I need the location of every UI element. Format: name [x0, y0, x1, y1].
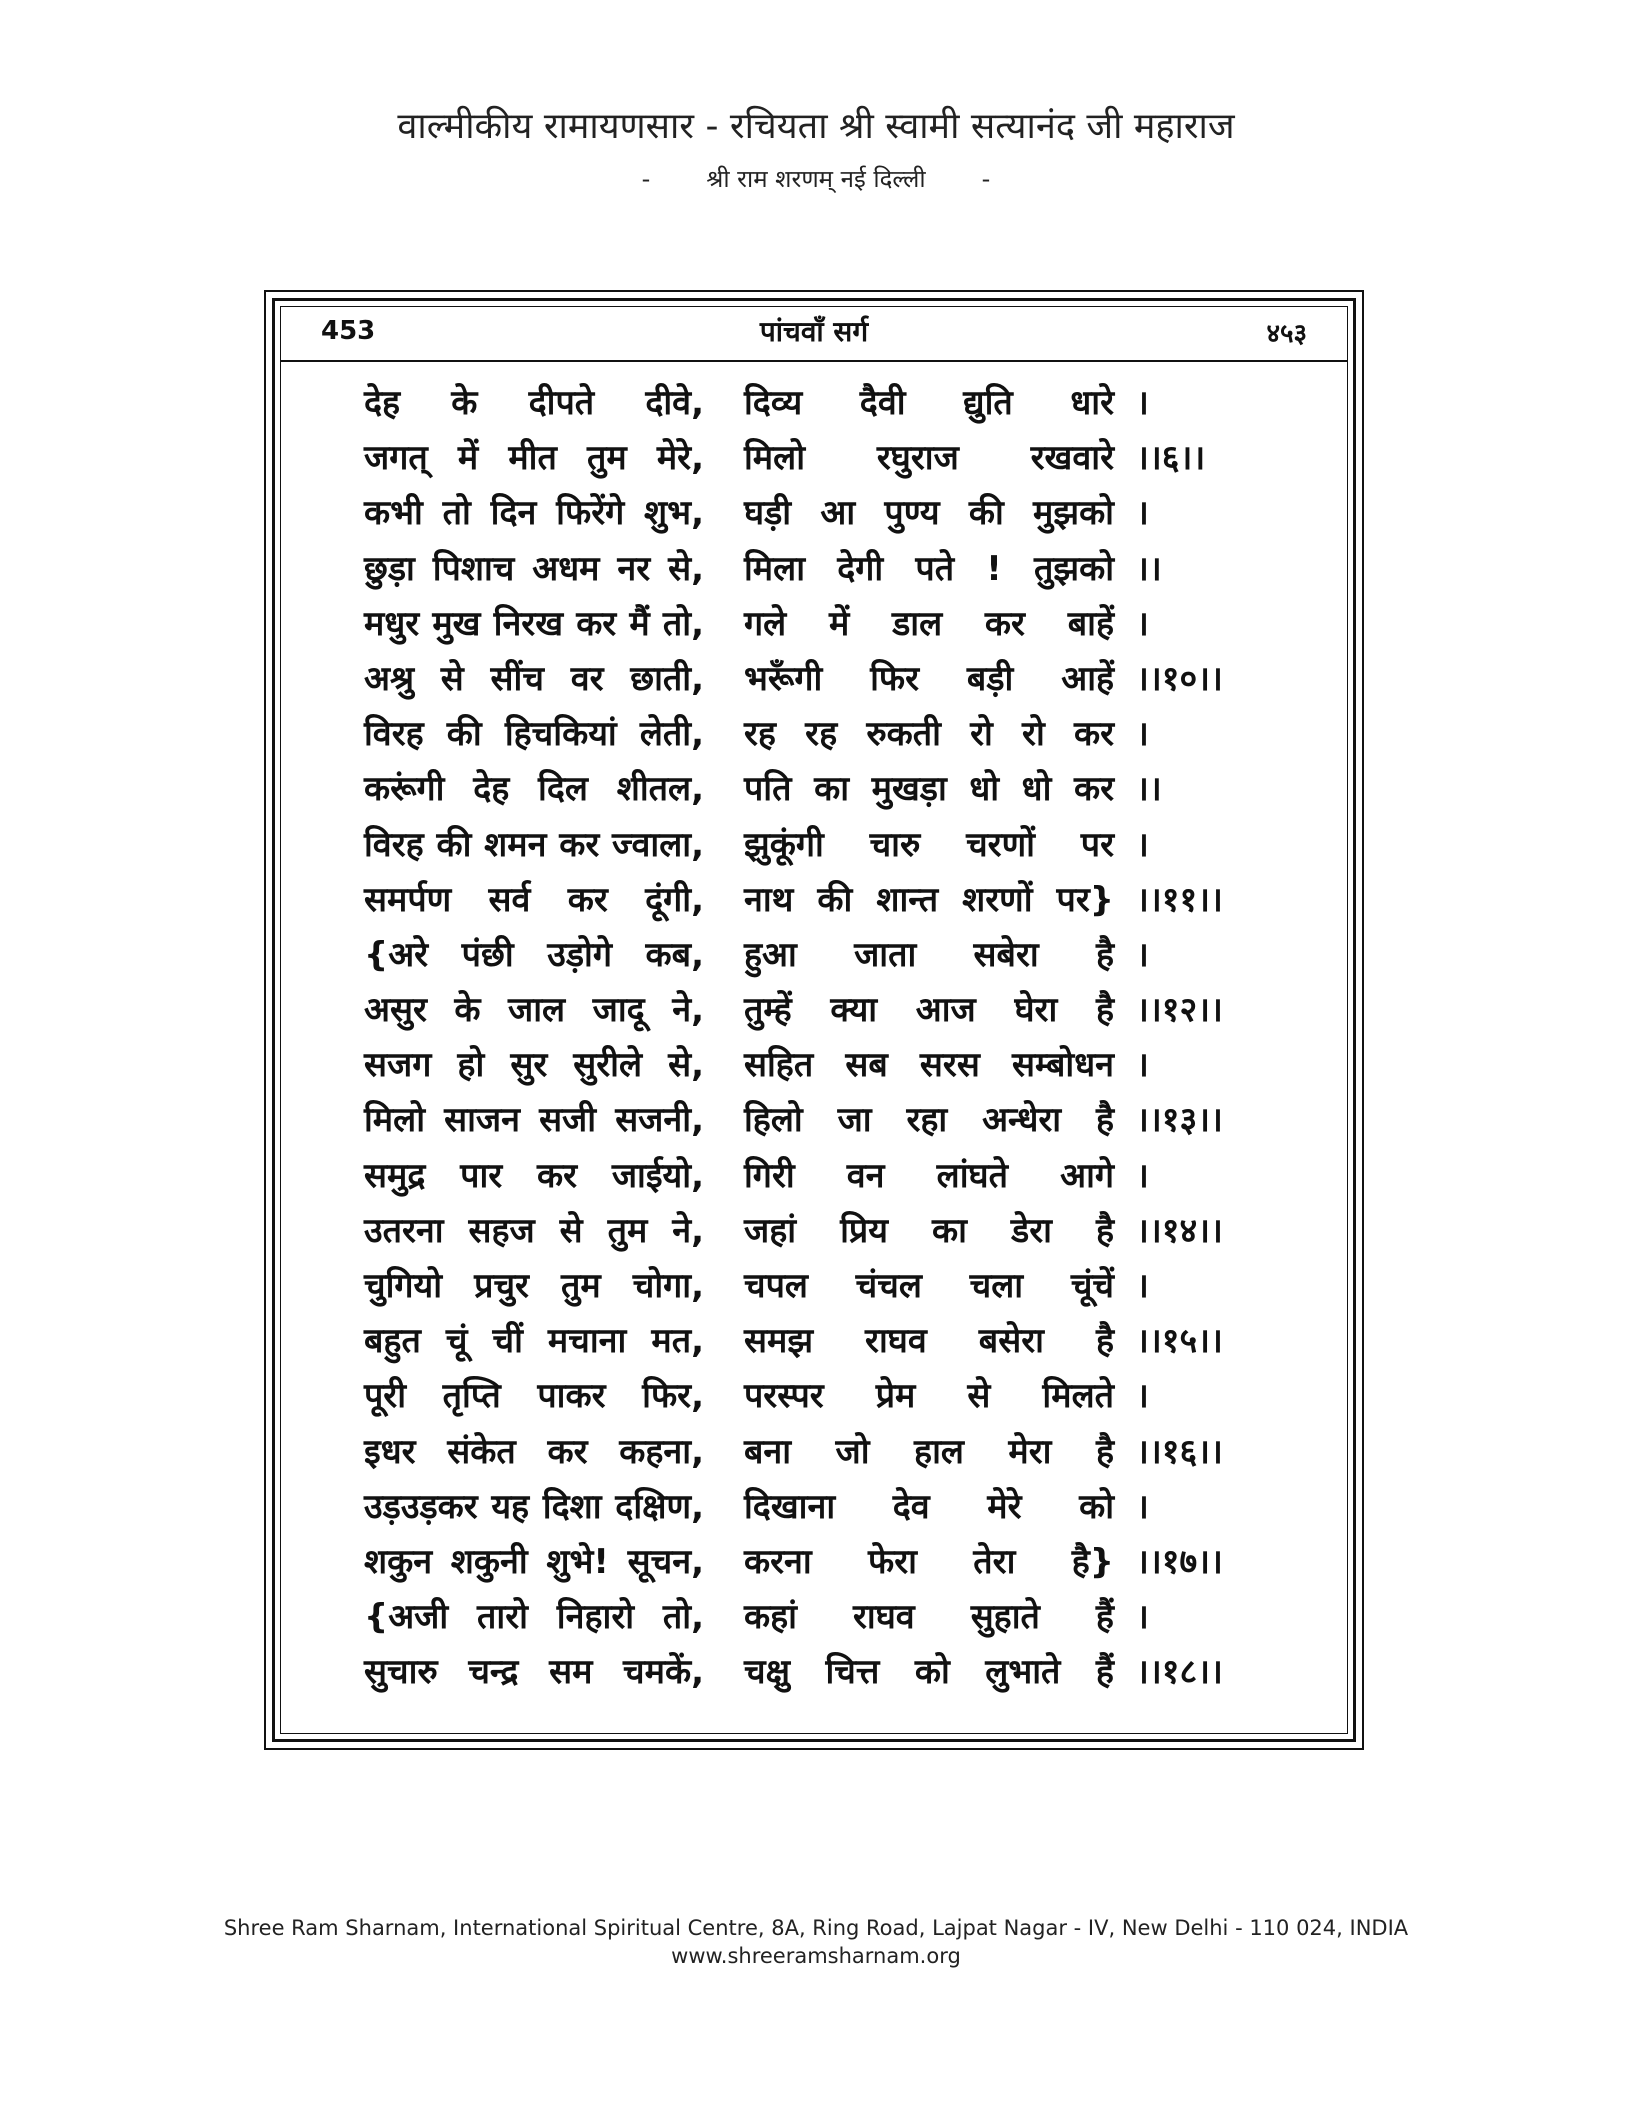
verse-line [364, 648, 1324, 703]
verse-first-half: जगत् में मीत तुम मेरे, [364, 438, 704, 479]
verse-line [364, 869, 1324, 924]
verse-marker: ।।१३।। [1136, 1100, 1223, 1141]
verse-first-half: उतरना सहज से तुम ने, [364, 1210, 704, 1251]
verse-first-half: विरह की शमन कर ज्वाला, [364, 824, 704, 865]
verse-first-half: कभी तो दिन फिरेंगे शुभ, [364, 493, 704, 534]
verse-marker: ।।१०।। [1136, 658, 1223, 699]
verse-line [364, 1200, 1324, 1255]
verse-first-half: चुगियो प्रचुर तुम चोगा, [364, 1266, 704, 1306]
verse-second-half: पति का मुखड़ा धो धो कर [744, 769, 1114, 810]
verse-first-half: असुर के जाल जादू ने, [364, 990, 704, 1031]
verse-marker: । [1136, 1045, 1149, 1086]
verse-line [364, 1255, 1324, 1310]
page-number-devanagari: ४५३ [1266, 319, 1307, 349]
verse-marker: । [1136, 603, 1149, 644]
verse-line [364, 538, 1324, 593]
verse-first-half: सजग हो सुर सुरीले से, [364, 1045, 704, 1086]
verse-first-half: पूरी तृप्ति पाकर फिर, [364, 1376, 704, 1417]
page-number-latin: 453 [321, 316, 376, 346]
verse-line [364, 1641, 1324, 1696]
verse-first-half: मधुर मुख निरख कर मैं तो, [364, 603, 704, 644]
verse-second-half: मिला देगी पते ! तुझको [744, 548, 1114, 589]
document-title: वाल्मीकीय रामायणसार - रचियता श्री स्वामी सत्यानंद जी महाराज [397, 106, 1235, 147]
verse-first-half: छुड़ा पिशाच अधम नर से, [364, 548, 704, 589]
verse-second-half: चपल चंचल चला चूंचें [744, 1266, 1114, 1306]
verse-first-half: समर्पण सर्व कर दूंगी, [364, 879, 704, 920]
verse-line [364, 1365, 1324, 1420]
verse-second-half: दिखाना देव मेरे को [744, 1486, 1114, 1527]
verse-line [364, 482, 1324, 537]
verse-line [364, 703, 1324, 758]
subtitle-dash-right: - [981, 165, 991, 193]
verse-second-half: कहां राघव सुहाते हैं [744, 1597, 1114, 1638]
verse-second-half: घड़ी आ पुण्य की मुझको [744, 493, 1114, 534]
verse-second-half: गिरी वन लांघते आगे [744, 1155, 1114, 1196]
verse-list [364, 372, 1324, 1697]
verse-first-half: सुचारु चन्द्र सम चमकें, [364, 1652, 704, 1693]
verse-first-half: अश्रु से सींच वर छाती, [364, 658, 704, 699]
verse-second-half: रह रह रुकती रो रो कर [744, 714, 1114, 755]
verse-line [364, 1310, 1324, 1365]
verse-second-half: परस्पर प्रेम से मिलते [744, 1376, 1114, 1417]
verse-line [364, 924, 1324, 979]
verse-first-half: उड़उड़कर यह दिशा दक्षिण, [364, 1486, 704, 1527]
verse-first-half: करूंगी देह दिल शीतल, [364, 769, 704, 810]
verse-marker: ।।१७।। [1136, 1541, 1223, 1582]
verse-marker: । [1136, 1486, 1149, 1527]
verse-second-half: झुकूंगी चारु चरणों पर [744, 824, 1114, 865]
verse-marker: । [1136, 383, 1149, 423]
footer-address: Shree Ram Sharnam, International Spiritual Centre, 8A, Ring Road, Lajpat Nagar - IV, New Delhi - 110 024, INDIA [223, 1916, 1409, 1940]
verse-line [364, 1586, 1324, 1641]
verse-second-half: भरूँगी फिर बड़ी आहें [744, 658, 1114, 699]
verse-line [364, 979, 1324, 1034]
document-subtitle [0, 162, 1632, 195]
verse-marker: । [1136, 714, 1149, 755]
footer-website: www.shreeramsharnam.org [671, 1944, 961, 1968]
verse-line [364, 814, 1324, 869]
verse-second-half: मिलो रघुराज रखवारे [744, 438, 1114, 479]
verse-second-half: नाथ की शान्त शरणों पर} [744, 879, 1114, 920]
verse-line [364, 1531, 1324, 1586]
verse-marker: । [1136, 1266, 1149, 1306]
verse-second-half: जहां प्रिय का डेरा है [744, 1210, 1114, 1251]
verse-marker: । [1136, 1155, 1149, 1196]
verse-marker: । [1136, 1597, 1149, 1638]
verse-line [364, 758, 1324, 813]
chapter-title: पांचवाँ सर्ग [759, 315, 869, 348]
verse-marker: ।।१६।। [1136, 1431, 1223, 1472]
verse-second-half: बना जो हाल मेरा है [744, 1431, 1114, 1472]
verse-second-half: समझ राघव बसेरा है [744, 1321, 1114, 1362]
verse-first-half: इधर संकेत कर कहना, [364, 1431, 704, 1472]
verse-first-half: मिलो साजन सजी सजनी, [364, 1100, 704, 1141]
verse-marker: ।।१२।। [1136, 990, 1223, 1031]
verse-line [364, 1145, 1324, 1200]
subtitle-text: श्री राम शरणम् नई दिल्ली [706, 165, 926, 193]
verse-first-half: विरह की हिचकियां लेती, [364, 714, 704, 755]
verse-line [364, 1089, 1324, 1144]
verse-first-half: समुद्र पार कर जाईयो, [364, 1155, 704, 1196]
verse-first-half: शकुन शकुनी शुभे! सूचन, [364, 1541, 704, 1582]
verse-first-half: बहुत चूं चीं मचाना मत, [364, 1321, 704, 1362]
verse-second-half: हिलो जा रहा अन्धेरा है [744, 1100, 1114, 1141]
verse-marker: । [1136, 1376, 1149, 1417]
verse-second-half: दिव्य दैवी द्युति धारे [744, 383, 1114, 423]
verse-marker: । [1136, 493, 1149, 534]
page-frame [264, 290, 1364, 1750]
verse-line [364, 1034, 1324, 1089]
verse-marker: ।। [1136, 769, 1162, 810]
verse-second-half: गले में डाल कर बाहें [744, 603, 1114, 644]
verse-marker: ।।१४।। [1136, 1210, 1223, 1251]
verse-line [364, 372, 1324, 427]
verse-marker: ।।११।। [1136, 879, 1223, 920]
verse-second-half: तुम्हें क्या आज घेरा है [744, 990, 1114, 1031]
verse-marker: ।। [1136, 548, 1162, 589]
verse-marker: । [1136, 824, 1149, 865]
verse-marker: ।।१८।। [1136, 1652, 1223, 1693]
verse-line [364, 593, 1324, 648]
verse-second-half: सहित सब सरस सम्बोधन [744, 1045, 1114, 1086]
verse-first-half: देह के दीपते दीवे, [364, 383, 704, 423]
verse-second-half: हुआ जाता सबेरा है [744, 934, 1114, 975]
verse-second-half: करना फेरा तेरा है} [744, 1541, 1114, 1582]
subtitle-dash-left: - [641, 165, 651, 193]
verse-line [364, 427, 1324, 482]
verse-line [364, 1476, 1324, 1531]
verse-marker: । [1136, 934, 1149, 975]
verse-second-half: चक्षु चित्त को लुभाते हैं [744, 1652, 1114, 1693]
verse-marker: ।।१५।। [1136, 1321, 1223, 1362]
verse-line [364, 1421, 1324, 1476]
page-header [281, 308, 1347, 362]
verse-marker: ।।६।। [1136, 438, 1206, 479]
verse-first-half: {अजी तारो निहारो तो, [364, 1597, 704, 1638]
verse-first-half: {अरे पंछी उड़ोगे कब, [364, 934, 704, 975]
